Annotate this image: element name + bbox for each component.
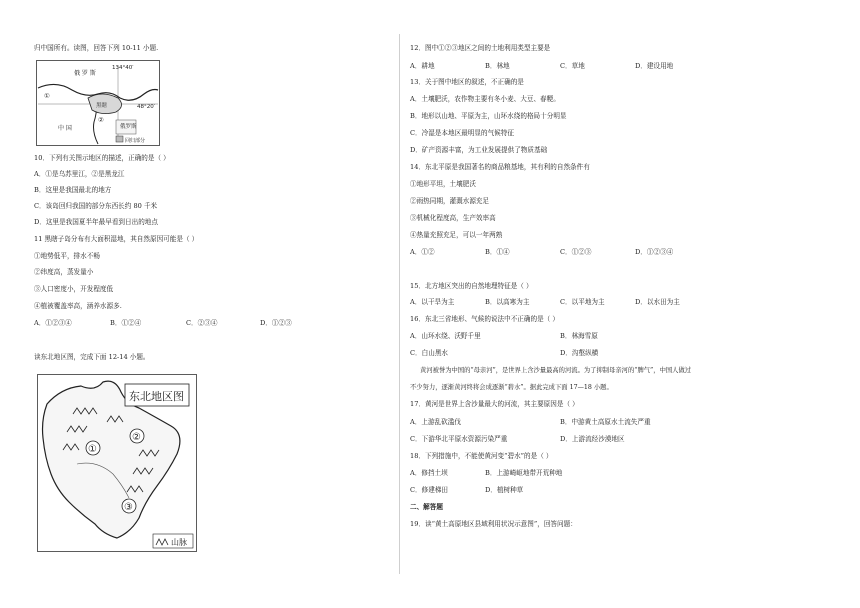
q10-option-a: A．①是乌苏里江，②是黑龙江 — [34, 170, 125, 178]
q19-stem: 19．读“黄土高原地区县域利用状况示意图”，回答问题： — [410, 520, 577, 528]
q11-option-a: A．①②③④ — [34, 319, 72, 327]
region-num-1: ① — [88, 444, 97, 455]
q10-option-b: B．这里是我国最北的地方 — [34, 186, 112, 194]
q14-statement-2: ②雨热同期，灌溉水源充足 — [410, 197, 490, 205]
q13-option-a: A．土壤肥沃，农作物主要有冬小麦、大豆、春粳。 — [410, 95, 560, 103]
q16-option-b: B．林海雪原 — [560, 332, 598, 340]
map2-title: 东北地区图 — [129, 390, 184, 403]
q12-option-b: B．林地 — [485, 62, 510, 70]
q18-option-c: C．修建梯田 — [410, 486, 449, 494]
q17-stem: 17．黄河是世界上含沙量最大的河流，其主要原因是（ ） — [410, 400, 579, 408]
passage-line-1: 黄河被誉为中国的“母亲河”，是世界上含沙量最高的河流。为了抑制母亲河的“脾气”，中国人做过 — [420, 367, 692, 374]
q16-option-a: A．山环水绕、沃野千里 — [410, 332, 481, 340]
q14-statement-4: ④热量充照充足，可以一年两熟 — [410, 231, 503, 239]
region-num-2: ② — [132, 432, 141, 443]
q18-option-d: D．植树种草 — [485, 486, 524, 494]
q18-option-b: B．上游崎岖地带开荒种地 — [485, 469, 563, 477]
q14-option-a: A．①② — [410, 248, 435, 256]
q16-option-d: D．沟壑纵横 — [560, 349, 599, 357]
q11-statement-2: ②纬度高，蒸发量小 — [34, 268, 94, 276]
russia-bottom-label: 俄罗斯 — [120, 124, 137, 130]
river-num-1: ① — [44, 92, 50, 100]
q13-option-b: B．地形以山地、平原为主，山环水绕的格局十分明显 — [410, 112, 567, 120]
q13-option-c: C．冷湿是本地区最明显的气候特征 — [410, 129, 514, 137]
q15-option-d: D．以水田为主 — [635, 298, 680, 306]
q15-option-b: B．以高寒为主 — [485, 298, 530, 306]
intro-12-14: 读东北地区图，完成下面 12-14 小题。 — [34, 353, 150, 361]
q11-stem: 11 黑瞎子岛分布有大面积湿地，其自然原因可能是（ ） — [34, 235, 199, 243]
russia-top-label: 俄 罗 斯 — [74, 70, 96, 77]
q16-option-c: C．白山黑水 — [410, 349, 449, 357]
q18-stem: 18．下列措施中，不能使黄河变“碧水”的是（ ） — [410, 452, 553, 460]
map2-legend: 山脉 — [171, 538, 187, 547]
q12-option-a: A．耕地 — [410, 62, 435, 70]
q12-option-c: C．草地 — [560, 62, 585, 70]
q14-statement-3: ③机械化程度高，生产效率高 — [410, 214, 496, 222]
q13-stem: 13．关于图中地区的叙述，不正确的是 — [410, 78, 524, 86]
lat-label: 48°20′ — [137, 104, 155, 110]
q10-stem: 10．下列有关图示地区的描述，正确的是（ ） — [34, 154, 170, 162]
q14-option-d: D．①②③④ — [635, 248, 674, 256]
section-heading-answers: 二、解答题 — [410, 503, 443, 511]
q10-option-d: D．这里是我国夏半年最早看到日出的地点 — [34, 218, 158, 226]
q11-statement-3: ③人口密度小，开发程度低 — [34, 285, 114, 293]
lon-label: 134°40′ — [112, 65, 134, 71]
q11-option-b: B．①②④ — [110, 319, 142, 327]
q16-stem: 16．东北三省地形、气候的说法中不正确的是（ ） — [410, 315, 559, 323]
q15-stem: 15．北方地区突出的自然地理特征是（ ） — [410, 282, 533, 290]
map1-legend: 回归部分 — [125, 138, 146, 144]
passage-line-2: 不少努力，逐渐黄河终将会成逐渐“碧水”。据此完成下面 17—18 小题。 — [410, 384, 613, 391]
q15-option-a: A．以干旱为主 — [410, 298, 455, 306]
river-num-2: ② — [98, 116, 104, 124]
heixiazi-island-map — [36, 60, 160, 146]
island-label: 黑瞎 — [96, 103, 108, 109]
q17-option-b: B．中游黄土高原水土流失严重 — [560, 418, 651, 426]
column-divider — [399, 34, 400, 574]
northeast-china-map — [37, 374, 197, 552]
intro-10-11: 归中国所有。读图，回答下列 10-11 小题. — [34, 44, 159, 52]
q12-option-d: D．建设用地 — [635, 62, 674, 70]
q14-option-b: B．①④ — [485, 248, 510, 256]
q11-statement-1: ①地势低平，排水不畅 — [34, 252, 100, 260]
q15-option-c: C．以平地为主 — [560, 298, 605, 306]
q17-option-d: D．上游流经沙漠地区 — [560, 435, 625, 443]
q10-option-c: C．该岛回归我国的部分东西长约 80 千米 — [34, 202, 158, 210]
region-num-3: ③ — [124, 502, 133, 513]
q11-option-d: D．①②③ — [260, 319, 292, 327]
china-label: 中 国 — [58, 125, 72, 132]
q13-option-d: D．矿产资源丰富，为工业发展提供了物质基础 — [410, 146, 548, 154]
q12-stem: 12．图中①②③地区之间的土地利用类型主要是 — [410, 44, 551, 52]
q14-statement-1: ①地形平坦，土壤肥沃 — [410, 180, 476, 188]
q14-option-c: C．①②③ — [560, 248, 592, 256]
q18-option-a: A．修挡土坝 — [410, 469, 448, 477]
q17-option-a: A．上游乱砍滥伐 — [410, 418, 461, 426]
q17-option-c: C．下游华北平原水资源污染严重 — [410, 435, 508, 443]
q11-option-c: C．②③④ — [186, 319, 218, 327]
q11-statement-4: ④植被覆盖率高，涵养水源多. — [34, 302, 122, 310]
q14-stem: 14．东北平原是我国著名的商品粮基地，其有利的自然条件有 — [410, 163, 590, 171]
